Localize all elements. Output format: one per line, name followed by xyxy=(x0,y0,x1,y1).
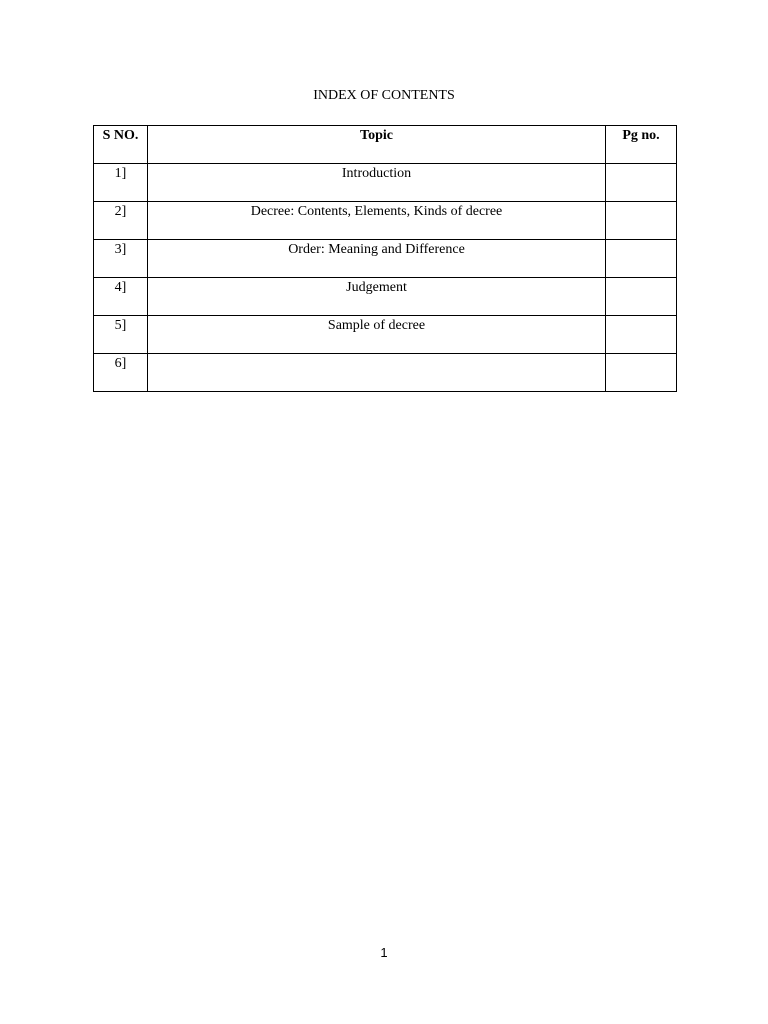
row-pg xyxy=(606,240,676,242)
row-topic xyxy=(148,354,605,356)
row-sno: 5] xyxy=(114,318,127,333)
row-topic: Order: Meaning and Difference xyxy=(288,242,465,257)
table-row xyxy=(94,164,677,202)
cell-sno xyxy=(94,202,148,240)
table-row xyxy=(94,278,677,316)
row-sno: 1] xyxy=(114,166,127,181)
table-header-row xyxy=(94,126,677,164)
table-row xyxy=(94,354,677,392)
row-sno: 3] xyxy=(114,242,127,257)
header-sno xyxy=(94,126,148,164)
row-pg xyxy=(606,278,676,280)
cell-pg xyxy=(606,278,677,316)
header-topic xyxy=(148,126,606,164)
cell-sno xyxy=(94,354,148,392)
document-title: INDEX OF CONTENTS xyxy=(313,88,455,103)
table-row xyxy=(94,316,677,354)
header-topic-label: Topic xyxy=(360,128,393,143)
row-sno: 4] xyxy=(114,280,127,295)
row-pg xyxy=(606,202,676,204)
cell-topic xyxy=(148,164,606,202)
row-topic: Introduction xyxy=(341,166,412,181)
row-topic: Judgement xyxy=(346,280,407,295)
cell-sno xyxy=(94,278,148,316)
cell-pg xyxy=(606,316,677,354)
row-pg xyxy=(606,354,676,356)
row-sno: 6] xyxy=(114,356,127,371)
cell-topic xyxy=(148,316,606,354)
row-pg xyxy=(606,164,676,166)
row-topic: Decree: Contents, Elements, Kinds of decree xyxy=(250,204,503,219)
cell-sno xyxy=(94,316,148,354)
header-pg-label: Pg no. xyxy=(622,128,660,143)
cell-sno xyxy=(94,164,148,202)
cell-pg xyxy=(606,354,677,392)
row-topic: Sample of decree xyxy=(327,318,426,333)
cell-topic xyxy=(148,240,606,278)
cell-topic xyxy=(148,202,606,240)
page-number: 1 xyxy=(380,945,388,960)
header-pg xyxy=(606,126,677,164)
table-row xyxy=(94,202,677,240)
cell-pg xyxy=(606,164,677,202)
cell-topic xyxy=(148,278,606,316)
header-sno-label: S NO. xyxy=(102,128,139,143)
table-row xyxy=(94,240,677,278)
row-pg xyxy=(606,316,676,318)
cell-sno xyxy=(94,240,148,278)
index-table xyxy=(93,125,677,392)
row-sno: 2] xyxy=(114,204,127,219)
cell-pg xyxy=(606,240,677,278)
cell-topic xyxy=(148,354,606,392)
cell-pg xyxy=(606,202,677,240)
